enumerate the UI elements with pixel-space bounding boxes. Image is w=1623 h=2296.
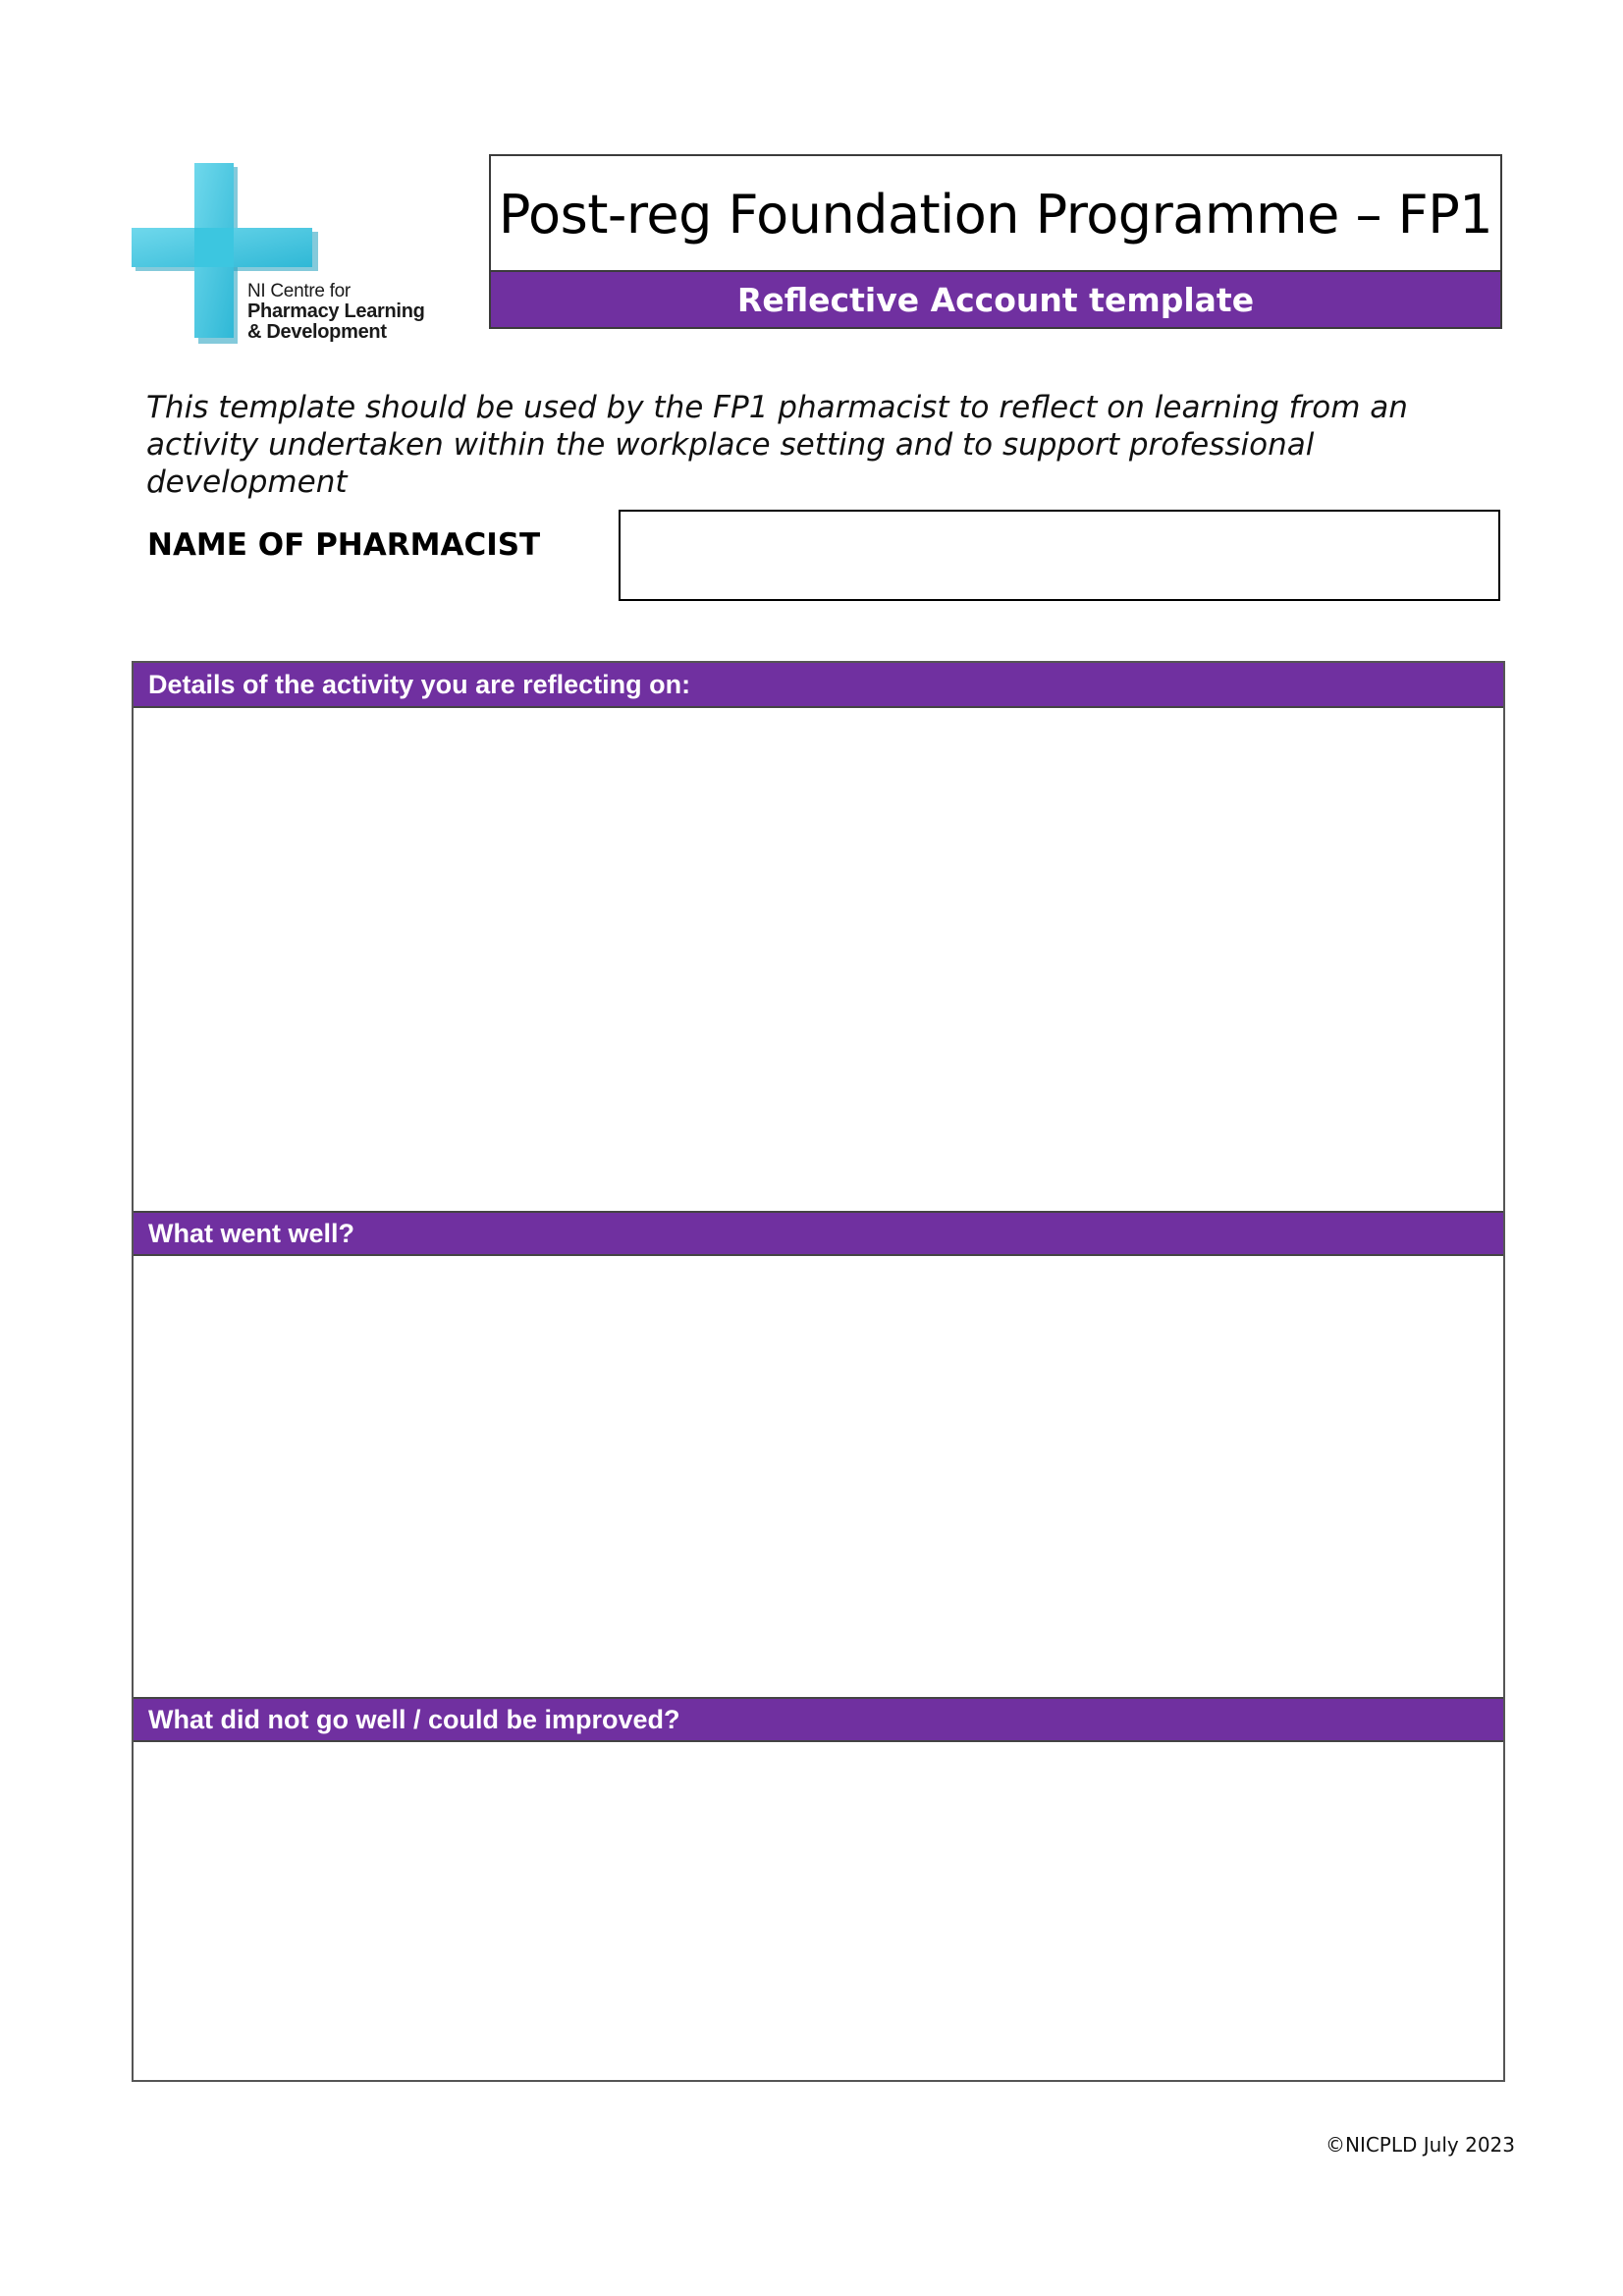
activity-details-field[interactable]: [134, 708, 1503, 1211]
copyright-footer: ©NICPLD July 2023: [1325, 2133, 1515, 2157]
reflection-form: [132, 661, 1505, 2082]
document-title: Post-reg Foundation Programme – FP1: [498, 183, 1493, 246]
section-header-activity-details: Details of the activity you are reflecting on:: [134, 663, 1503, 708]
logo-text: [247, 281, 425, 343]
section-header-went-well: What went well?: [134, 1211, 1503, 1256]
logo-line-1: NI Centre for: [247, 281, 351, 301]
intro-text: This template should be used by the FP1 pharmacist to reflect on learning from an activity undertaken within the workplace setting and to support professional development: [146, 390, 1408, 500]
logo-line-2: Pharmacy Learning: [247, 301, 425, 322]
name-label: NAME OF PHARMACIST: [147, 527, 541, 563]
improvements-field[interactable]: [134, 1742, 1503, 2080]
pharmacist-name-field[interactable]: [619, 510, 1500, 601]
section-header-improvements: What did not go well / could be improved?: [134, 1697, 1503, 1742]
logo-line-3: & Development: [247, 321, 387, 343]
document-subtitle: Reflective Account template: [491, 270, 1500, 327]
nicpld-logo: [132, 163, 456, 346]
title-box: [489, 154, 1502, 329]
went-well-field[interactable]: [134, 1256, 1503, 1697]
